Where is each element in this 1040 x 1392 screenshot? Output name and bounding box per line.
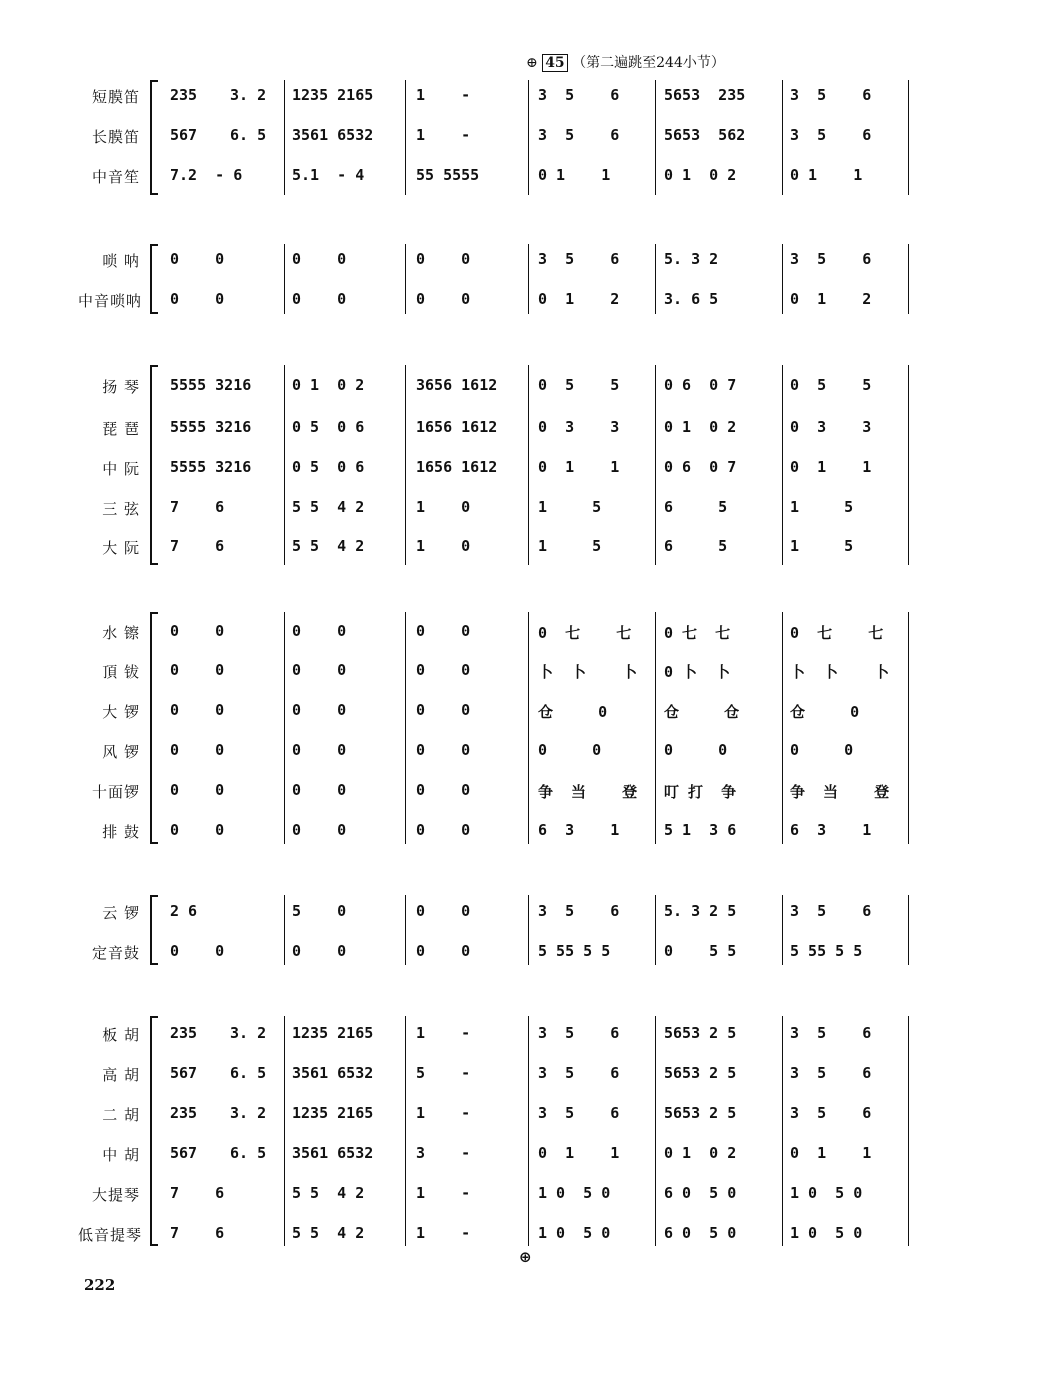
notation-cell: 0 0 (170, 942, 225, 960)
notation-cell: 0 0 (292, 250, 347, 268)
notation-cell: 1 0 5 0 (538, 1224, 611, 1242)
instrument-label: 云 锣 (102, 904, 140, 922)
notation-cell: 6 3 1 (790, 821, 872, 839)
instrument-label: 大 锣 (102, 703, 140, 721)
barline (405, 80, 406, 195)
notation-cell: 仓 0 (538, 703, 608, 721)
notation-cell: 0 0 (292, 781, 347, 799)
notation-cell: 0 0 (292, 290, 347, 308)
notation-cell: 5 0 (292, 902, 347, 920)
notation-cell: 5 1 3 6 (664, 821, 737, 839)
group-brace (150, 365, 157, 565)
notation-cell: 7 6 (170, 537, 225, 555)
group-brace (150, 895, 157, 965)
notation-cell: 0 0 (664, 741, 728, 759)
notation-cell: 55 5555 (416, 166, 480, 184)
barline (405, 1016, 406, 1246)
notation-cell: 3 5 6 (790, 126, 872, 144)
notation-cell: 5. 3 2 5 (664, 902, 737, 920)
notation-cell: 0 0 (170, 661, 225, 679)
instrument-label: 唢 呐 (102, 252, 140, 270)
notation-cell: 0 3 3 (538, 418, 620, 436)
notation-cell: 仓 仓 (664, 703, 740, 721)
instrument-label: 短膜笛 (91, 88, 140, 106)
group-brace (150, 244, 157, 314)
notation-cell: 1 0 (416, 537, 471, 555)
notation-cell: 0 七 七 (790, 624, 884, 642)
notation-cell: 3 - (416, 1144, 471, 1162)
instrument-label: 长膜笛 (91, 128, 140, 146)
notation-cell: 0 0 (416, 942, 471, 960)
notation-cell: 0 1 1 (538, 166, 611, 184)
notation-cell: 3561 6532 (292, 1144, 374, 1162)
notation-cell: 0 0 (416, 781, 471, 799)
instrument-label: 琵 琶 (102, 420, 140, 438)
notation-cell: 1656 1612 (416, 418, 498, 436)
notation-cell: 0 0 (170, 250, 225, 268)
notation-cell: 5653 2 5 (664, 1104, 737, 1122)
barline (405, 612, 406, 844)
instrument-label: 二 胡 (102, 1106, 140, 1124)
notation-cell: 7 6 (170, 1224, 225, 1242)
notation-cell: 5555 3216 (170, 376, 252, 394)
notation-cell: 0 1 1 (790, 458, 872, 476)
notation-cell: 0 0 (292, 741, 347, 759)
notation-cell: 6. 5 (230, 1144, 267, 1162)
notation-cell: 3 5 6 (538, 1104, 620, 1122)
notation-cell: 5 55 5 5 (538, 942, 611, 960)
notation-cell: 3 5 6 (790, 1024, 872, 1042)
notation-cell: 0 5 5 (664, 942, 737, 960)
notation-cell: 0 0 (170, 741, 225, 759)
instrument-label: 风 锣 (102, 743, 140, 761)
notation-cell: 0 0 (416, 701, 471, 719)
instrument-label: 排 鼓 (102, 823, 140, 841)
notation-cell: 1 0 5 0 (538, 1184, 611, 1202)
instrument-label: 板 胡 (102, 1026, 140, 1044)
rehearsal-number: 45 (542, 54, 567, 72)
notation-cell: 0 卜 卜 (664, 663, 731, 681)
notation-cell: 5 5 4 2 (292, 537, 365, 555)
notation-cell: 3 5 6 (790, 250, 872, 268)
notation-cell: 5.1 - 4 (292, 166, 365, 184)
barline (284, 365, 285, 565)
notation-cell: 235 (170, 86, 198, 104)
notation-cell: 3561 6532 (292, 126, 374, 144)
notation-cell: 3 5 6 (538, 1064, 620, 1082)
notation-cell: 3 5 6 (790, 1064, 872, 1082)
instrument-label: 定音鼓 (91, 944, 140, 962)
barline (528, 244, 529, 314)
notation-cell: 5 5 4 2 (292, 1224, 365, 1242)
barline (284, 612, 285, 844)
notation-cell: 1 5 (790, 498, 854, 516)
notation-cell: 1235 2165 (292, 1104, 374, 1122)
notation-cell: 1 - (416, 86, 471, 104)
notation-cell: 1 - (416, 1024, 471, 1042)
barline (405, 365, 406, 565)
barline (284, 1016, 285, 1246)
instrument-label: 頂 钹 (102, 663, 140, 681)
instrument-label: 三 弦 (102, 500, 140, 518)
instrument-label: 中音笙 (91, 168, 140, 186)
notation-cell: 卜 卜 卜 (790, 663, 890, 681)
barline (405, 895, 406, 965)
notation-cell: 0 6 0 7 (664, 458, 737, 476)
notation-cell: 0 0 (416, 741, 471, 759)
notation-cell: 1235 2165 (292, 86, 374, 104)
barline (908, 1016, 909, 1246)
notation-cell: 5653 2 5 (664, 1064, 737, 1082)
notation-cell: 6 0 5 0 (664, 1224, 737, 1242)
notation-cell: 0 6 0 7 (664, 376, 737, 394)
barline (655, 244, 656, 314)
barline (908, 80, 909, 195)
notation-cell: 0 1 2 (790, 290, 872, 308)
notation-cell: 0 1 0 2 (664, 1144, 737, 1162)
notation-cell: 仓 0 (790, 703, 860, 721)
instrument-label: 十面锣 (91, 783, 140, 801)
barline (908, 365, 909, 565)
rehearsal-note: （第二遍跳至244小节） (572, 55, 725, 71)
barline (655, 612, 656, 844)
notation-cell: 5 5 4 2 (292, 498, 365, 516)
notation-cell: 1 0 5 0 (790, 1184, 863, 1202)
barline (405, 244, 406, 314)
notation-cell: 0 0 (416, 821, 471, 839)
notation-cell: 7 6 (170, 1184, 225, 1202)
notation-cell: 0 0 (416, 250, 471, 268)
notation-cell: 6 5 (664, 537, 728, 555)
notation-cell: 0 0 (292, 942, 347, 960)
notation-cell: 1 5 (538, 537, 602, 555)
notation-cell: 3 5 6 (790, 86, 872, 104)
notation-cell: 1 - (416, 126, 471, 144)
page-number: 222 (84, 1276, 116, 1294)
barline (782, 1016, 783, 1246)
barline (528, 365, 529, 565)
notation-cell: 6. 5 (230, 1064, 267, 1082)
notation-cell: 0 0 (170, 290, 225, 308)
barline (528, 895, 529, 965)
notation-cell: 1 - (416, 1104, 471, 1122)
instrument-label: 大 阮 (102, 539, 140, 557)
instrument-label: 大提琴 (91, 1186, 140, 1204)
notation-cell: 3 5 6 (790, 1104, 872, 1122)
instrument-label: 水 镲 (102, 624, 140, 642)
notation-cell: 5653 235 (664, 86, 746, 104)
barline (284, 244, 285, 314)
notation-cell: 0 0 (170, 781, 225, 799)
instrument-label: 中 胡 (102, 1146, 140, 1164)
notation-cell: 0 0 (292, 661, 347, 679)
barline (908, 895, 909, 965)
notation-cell: 235 (170, 1104, 198, 1122)
notation-cell: 3 5 6 (538, 126, 620, 144)
notation-cell: 0 0 (170, 622, 225, 640)
notation-cell: 0 七 七 (538, 624, 632, 642)
notation-cell: 0 0 (170, 821, 225, 839)
notation-cell: 0 0 (170, 701, 225, 719)
notation-cell: 1656 1612 (416, 458, 498, 476)
notation-cell: 0 5 0 6 (292, 458, 365, 476)
notation-cell: 5653 2 5 (664, 1024, 737, 1042)
notation-cell: 0 0 (416, 902, 471, 920)
notation-cell: 5653 562 (664, 126, 746, 144)
barline (908, 612, 909, 844)
notation-cell: 567 (170, 126, 198, 144)
notation-cell: 3. 2 (230, 1024, 267, 1042)
group-brace (150, 1016, 157, 1246)
barline (528, 612, 529, 844)
notation-cell: 0 5 5 (790, 376, 872, 394)
notation-cell: 0 1 2 (538, 290, 620, 308)
notation-cell: 2 6 (170, 902, 198, 920)
notation-cell: 3 5 6 (538, 86, 620, 104)
notation-cell: 0 0 (292, 821, 347, 839)
notation-cell: 0 0 (416, 661, 471, 679)
notation-cell: 5 - (416, 1064, 471, 1082)
notation-cell: 3 5 6 (538, 902, 620, 920)
barline (655, 80, 656, 195)
barline (782, 895, 783, 965)
notation-cell: 0 0 (538, 741, 602, 759)
notation-cell: 0 1 1 (790, 166, 863, 184)
notation-cell: 5 5 4 2 (292, 1184, 365, 1202)
barline (284, 895, 285, 965)
notation-cell: 叮 打 争 (664, 783, 737, 801)
instrument-label: 中音唢呐 (78, 292, 143, 310)
notation-cell: 3 5 6 (538, 250, 620, 268)
notation-cell: 1 0 (416, 498, 471, 516)
notation-cell: 0 0 (292, 701, 347, 719)
notation-cell: 0 1 1 (790, 1144, 872, 1162)
barline (908, 244, 909, 314)
notation-cell: 3. 6 5 (664, 290, 719, 308)
group-brace (150, 612, 157, 844)
barline (655, 365, 656, 565)
notation-cell: 567 (170, 1144, 198, 1162)
barline (655, 1016, 656, 1246)
barline (782, 80, 783, 195)
notation-cell: 5555 3216 (170, 458, 252, 476)
notation-cell: 0 5 5 (538, 376, 620, 394)
coda-symbol: ⊕ (526, 55, 538, 71)
notation-cell: 1 5 (538, 498, 602, 516)
notation-cell: 6. 5 (230, 126, 267, 144)
notation-cell: 0 1 0 2 (664, 418, 737, 436)
group-brace (150, 80, 157, 195)
barline (655, 895, 656, 965)
notation-cell: 3656 1612 (416, 376, 498, 394)
notation-cell: 3 5 6 (790, 902, 872, 920)
notation-cell: 0 1 1 (538, 458, 620, 476)
notation-cell: 0 3 3 (790, 418, 872, 436)
notation-cell: 0 0 (416, 290, 471, 308)
notation-cell: 1235 2165 (292, 1024, 374, 1042)
barline (528, 80, 529, 195)
notation-cell: 0 0 (790, 741, 854, 759)
notation-cell: 0 0 (416, 622, 471, 640)
barline (782, 612, 783, 844)
notation-cell: 7 6 (170, 498, 225, 516)
barline (782, 244, 783, 314)
notation-cell: 6 5 (664, 498, 728, 516)
notation-cell: 0 1 0 2 (292, 376, 365, 394)
notation-cell: 3561 6532 (292, 1064, 374, 1082)
notation-cell: 0 1 1 (538, 1144, 620, 1162)
notation-cell: 1 5 (790, 537, 854, 555)
instrument-label: 中 阮 (102, 460, 140, 478)
rehearsal-mark (526, 52, 725, 72)
notation-cell: 235 (170, 1024, 198, 1042)
notation-cell: 567 (170, 1064, 198, 1082)
notation-cell: 争 当 登 (538, 783, 638, 801)
notation-cell: 5. 3 2 (664, 250, 719, 268)
notation-cell: 3 5 6 (538, 1024, 620, 1042)
notation-cell: 3. 2 (230, 1104, 267, 1122)
notation-cell: 6 3 1 (538, 821, 620, 839)
notation-cell: 争 当 登 (790, 783, 890, 801)
instrument-label: 低音提琴 (78, 1226, 143, 1244)
instrument-label: 高 胡 (102, 1066, 140, 1084)
notation-cell: 卜 卜 卜 (538, 663, 638, 681)
notation-cell: 5555 3216 (170, 418, 252, 436)
notation-cell: 0 5 0 6 (292, 418, 365, 436)
barline (782, 365, 783, 565)
notation-cell: 0 七 七 (664, 624, 731, 642)
instrument-label: 扬 琴 (102, 378, 140, 396)
notation-cell: 6 0 5 0 (664, 1184, 737, 1202)
notation-cell: 1 0 5 0 (790, 1224, 863, 1242)
barline (528, 1016, 529, 1246)
barline (284, 80, 285, 195)
coda-symbol-bottom: ⊕ (519, 1248, 532, 1266)
notation-cell: 0 0 (292, 622, 347, 640)
notation-cell: 7.2 - 6 (170, 166, 243, 184)
notation-cell: 1 - (416, 1184, 471, 1202)
notation-cell: 5 55 5 5 (790, 942, 863, 960)
notation-cell: 0 1 0 2 (664, 166, 737, 184)
notation-cell: 3. 2 (230, 86, 267, 104)
notation-cell: 1 - (416, 1224, 471, 1242)
